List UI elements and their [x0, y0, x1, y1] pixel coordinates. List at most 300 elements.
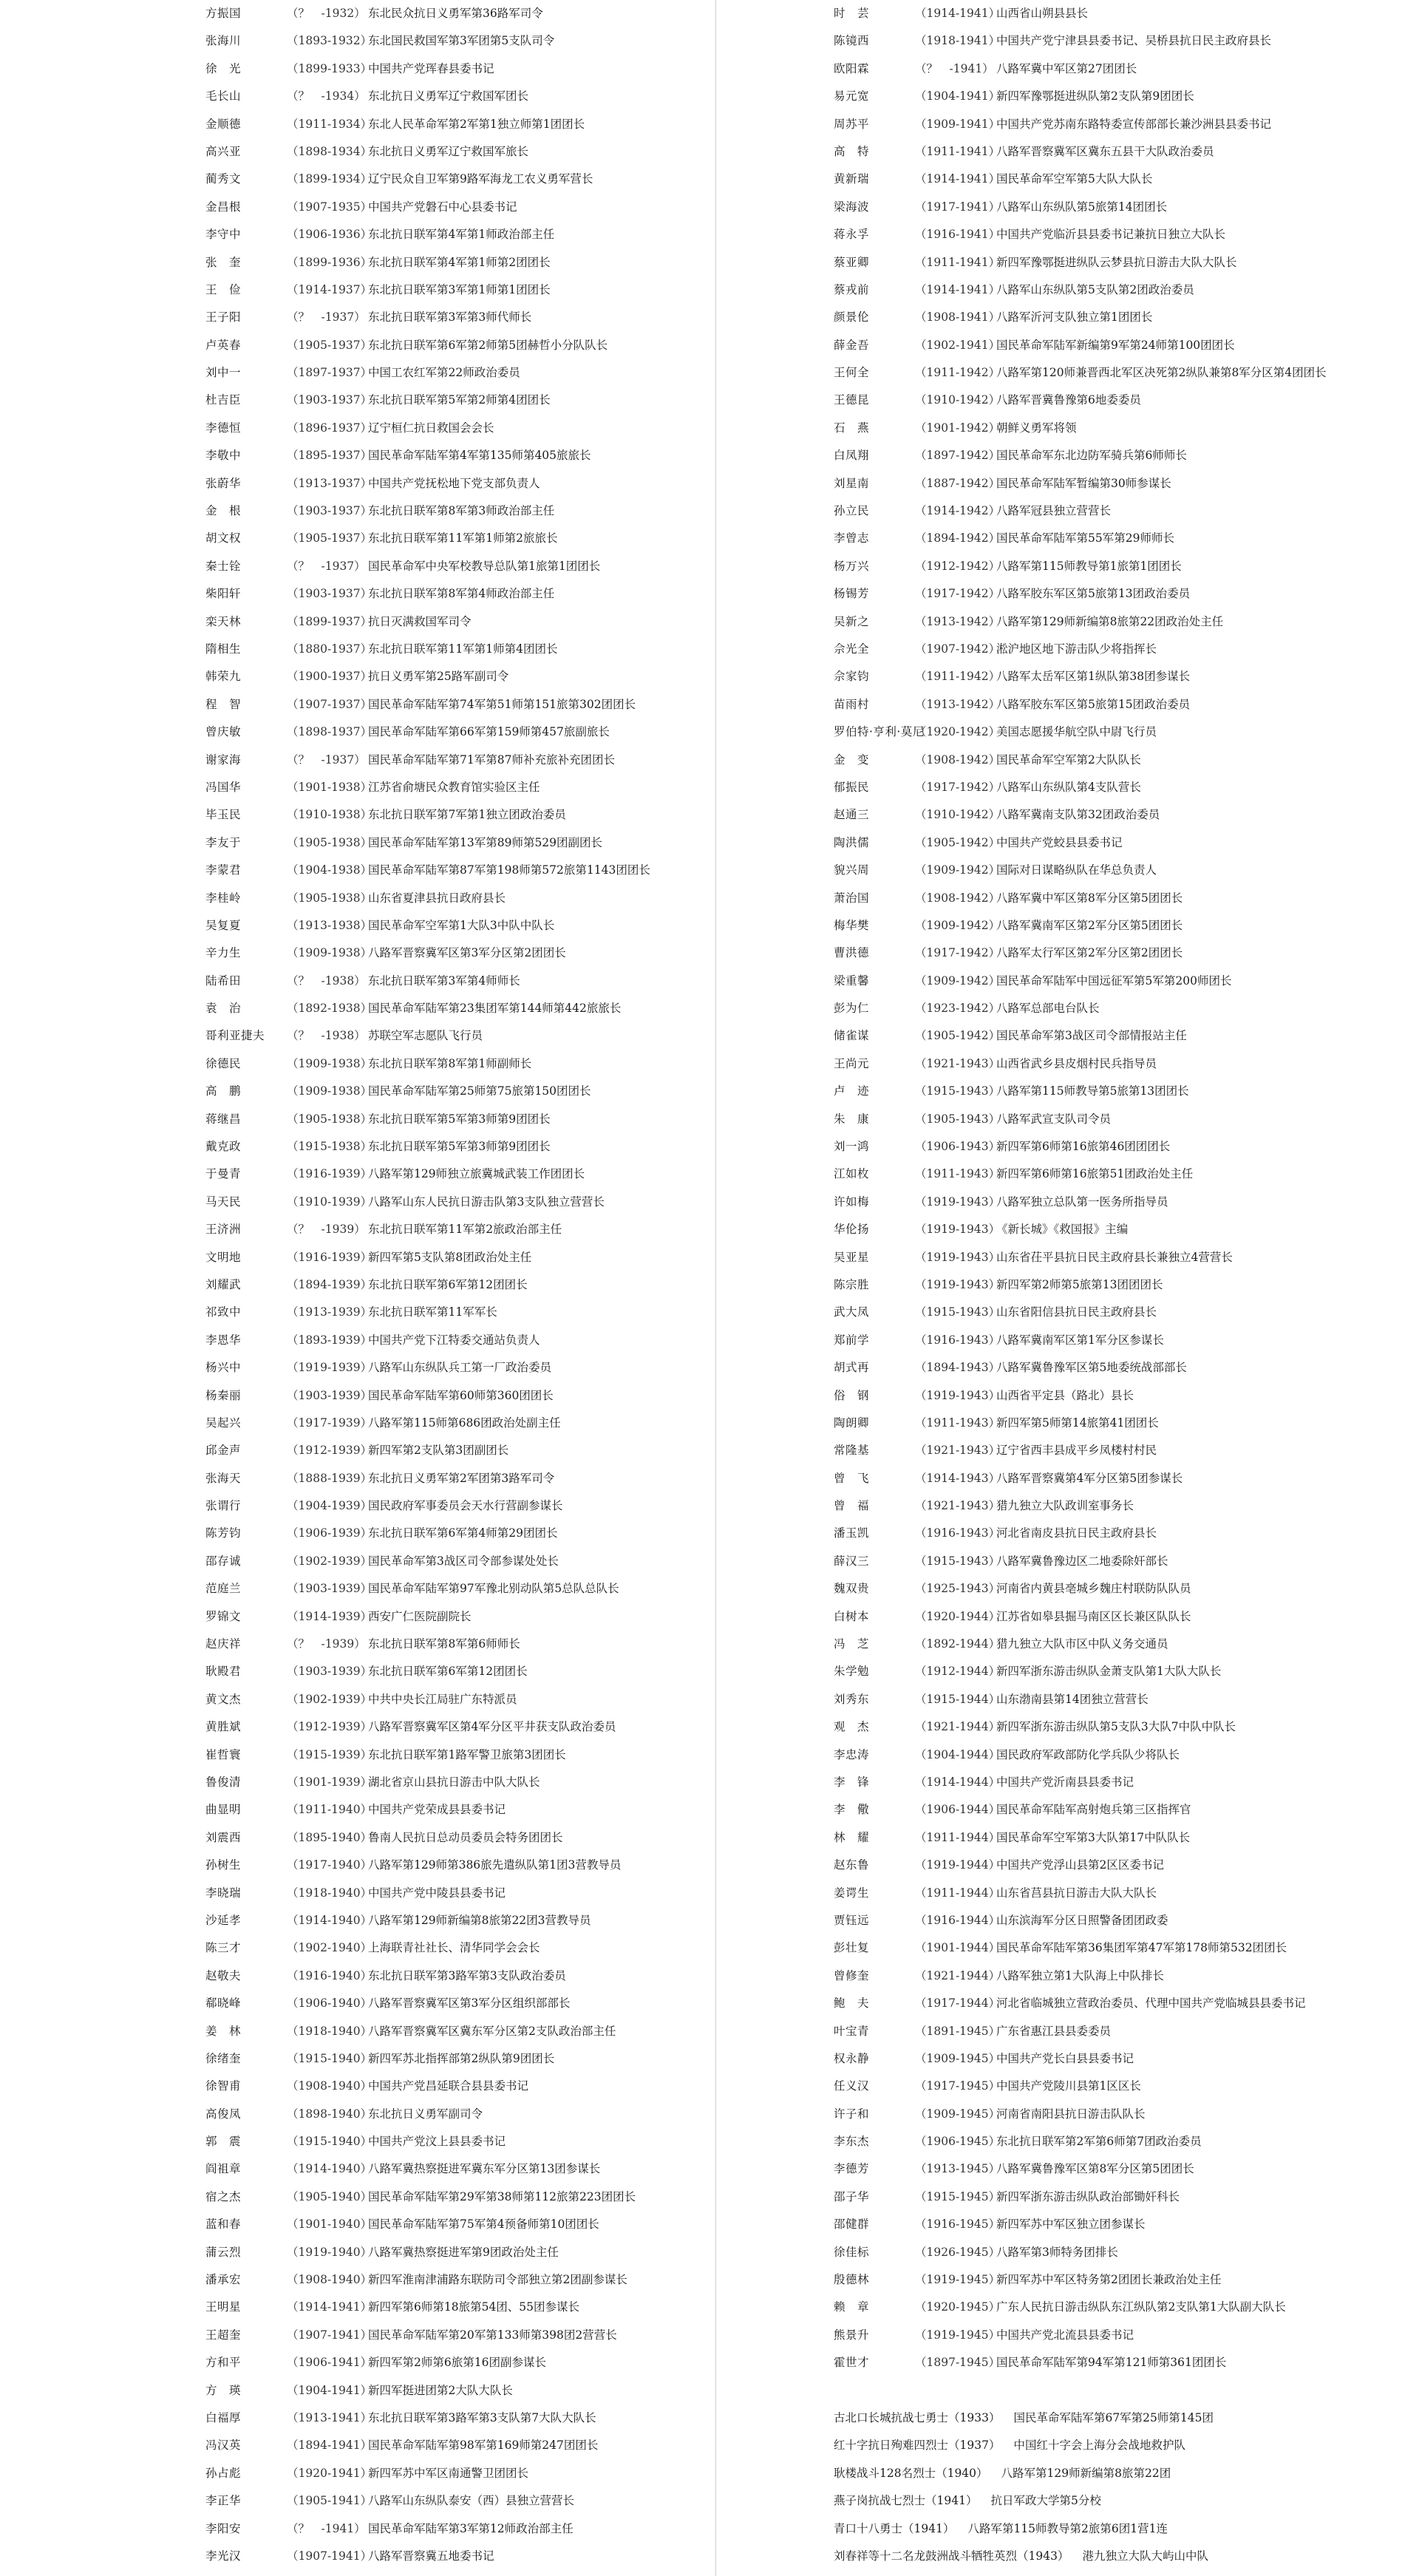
life-years: （1910-1939） — [287, 1194, 372, 1209]
life-years: （1907-1935） — [287, 200, 372, 214]
position-description: 国民革命军空军第3大队第17中队队长 — [996, 1830, 1191, 1844]
memorial-group-title: 燕子岗抗战七烈士（1941） — [834, 2494, 978, 2508]
position-description: 河北省临城独立营政治委员、代理中国共产党临城县县委书记 — [996, 1996, 1306, 2011]
life-years: （1913-1942） — [915, 614, 1001, 628]
life-years: （1902-1940） — [287, 1941, 372, 1955]
name-list-entry — [834, 1244, 1395, 1271]
life-years: （1909-1938） — [287, 1084, 372, 1098]
person-name: 赵敬夫 — [205, 1968, 242, 1982]
name-list-entry — [834, 470, 1395, 497]
position-description: 东北抗日义勇军辽宁救国军旅长 — [368, 144, 529, 158]
name-list-entry — [205, 885, 708, 912]
position-description: 八路军冀鲁豫军区第5地委统战部部长 — [996, 1361, 1187, 1375]
position-description: 东北抗日联军第3军第3师代师长 — [368, 310, 532, 324]
position-description: 中国共产党抚松地下党支部负责人 — [368, 476, 540, 490]
life-years: （1911-1942） — [915, 366, 1001, 380]
person-name: 吴起兴 — [205, 1416, 242, 1430]
person-name: 李恩华 — [205, 1333, 242, 1347]
person-name: 卢 迹 — [834, 1084, 870, 1098]
person-name: 徐佳标 — [834, 2245, 870, 2259]
name-list-entry — [205, 2322, 708, 2349]
position-description: 八路军晋察冀军区冀东五县干大队政治委员 — [996, 144, 1214, 158]
position-description: 抗日灭满救国军司令 — [368, 614, 472, 628]
position-description: 八路军冀中军区第8军分区第5团团长 — [996, 891, 1183, 905]
position-description: 山西省山朔县县长 — [996, 7, 1089, 20]
life-years: （1925-1943） — [915, 1582, 1001, 1596]
person-name: 观 杰 — [834, 1720, 870, 1734]
position-description: 中国共产党下江特委交通站负责人 — [368, 1333, 540, 1347]
position-description: 八路军独立第1大队海上中队排长 — [996, 1968, 1164, 1982]
person-name: 俗 钢 — [834, 1388, 870, 1402]
life-years: （1909-1945） — [915, 2051, 1001, 2065]
person-name: 吴新之 — [834, 614, 870, 628]
person-name: 袁 治 — [205, 1002, 242, 1016]
life-years: （1914-1939） — [287, 1609, 372, 1623]
life-years: （1912-1944） — [915, 1665, 1001, 1679]
position-description: 新四军浙东游击纵队第5支队3大队7中队中队长 — [996, 1720, 1236, 1734]
life-years: （1902-1939） — [287, 1554, 372, 1568]
name-list-entry — [205, 442, 708, 469]
life-years: （1905-1937） — [287, 531, 372, 546]
person-name: 邱金声 — [205, 1444, 242, 1458]
life-years: （1892-1944） — [915, 1637, 1001, 1651]
person-name: 曾庆敏 — [205, 725, 242, 739]
person-name: 文明地 — [205, 1250, 242, 1264]
life-years: （1910-1942） — [915, 393, 1001, 407]
name-list-entry — [834, 1824, 1395, 1852]
position-description: 山东滨海军分区日照警备团团政委 — [996, 1913, 1168, 1927]
person-name: 王尚元 — [834, 1056, 870, 1070]
name-list-entry — [834, 1575, 1395, 1603]
life-years: （1909-1942） — [915, 918, 1001, 932]
life-years: （1911-1941） — [915, 144, 1001, 158]
life-years: （1911-1944） — [915, 1830, 1001, 1844]
person-name: 曾修奎 — [834, 1968, 870, 1982]
position-description: 中国工农红军第22师政治委员 — [368, 366, 520, 380]
life-years: （1907-1942） — [915, 642, 1001, 656]
name-list-entry — [205, 553, 708, 580]
life-years: （1912-1939） — [287, 1444, 372, 1458]
memorial-group-entry — [834, 2487, 1395, 2515]
position-description: 八路军山东纵队第5支队第2团政治委员 — [996, 282, 1194, 296]
position-description: 新四军第2师第6旅第16团副参谋长 — [368, 2356, 546, 2370]
life-years: （1903-1937） — [287, 504, 372, 518]
life-years: （1898-1934） — [287, 144, 372, 158]
name-list-entry — [834, 2211, 1395, 2238]
name-list-entry — [834, 1962, 1395, 1990]
position-description: 国民革命军陆军第94军第121师第361团团长 — [996, 2356, 1227, 2370]
position-description: 美国志愿援华航空队中尉飞行员 — [996, 725, 1157, 739]
position-description: 八路军太岳军区第1纵队第38团参谋长 — [996, 670, 1191, 684]
position-description: 《新长城》《救国报》主编 — [996, 1223, 1129, 1237]
person-name: 祁致中 — [205, 1305, 242, 1319]
life-years: （1909-1938） — [287, 1056, 372, 1070]
life-years: （1900-1937） — [287, 670, 372, 684]
name-list-entry — [205, 83, 708, 110]
position-description: 中共中央长江局驻广东特派员 — [368, 1692, 517, 1706]
name-list-entry — [834, 1603, 1395, 1631]
position-description: 八路军冀南支队第32团政治委员 — [996, 808, 1160, 822]
position-description: 山东省莒县抗日游击大队大队长 — [996, 1886, 1157, 1900]
name-list-entry — [834, 1907, 1395, 1934]
life-years: （1905-1942） — [915, 1029, 1001, 1043]
name-list-entry — [205, 636, 708, 663]
person-name: 曹洪德 — [834, 946, 870, 960]
person-name: 贾钰远 — [834, 1913, 870, 1927]
life-years: （1901-1938） — [287, 780, 372, 794]
person-name: 石 燕 — [834, 421, 870, 435]
life-years: （1896-1937） — [287, 421, 372, 435]
name-list-entry — [205, 1962, 708, 1990]
name-list-entry — [834, 387, 1395, 414]
person-name: 黄胜斌 — [205, 1720, 242, 1734]
life-years: （？ -1939） — [287, 1223, 366, 1237]
position-description: 新四军第2师第5旅第13团团团长 — [996, 1277, 1163, 1291]
person-name: 薛汉三 — [834, 1554, 870, 1568]
name-list-entry — [205, 1299, 708, 1326]
position-description: 东北抗日联军第8军第3师政治部主任 — [368, 504, 555, 518]
name-list-entry — [205, 2045, 708, 2073]
name-list-entry — [834, 2128, 1395, 2155]
name-list-entry — [834, 497, 1395, 525]
name-list-entry — [834, 801, 1395, 829]
memorial-group-title: 古北口长城抗战七勇士（1933） — [834, 2410, 1001, 2424]
name-list-entry — [205, 1741, 708, 1769]
life-years: （1914-1941） — [915, 282, 1001, 296]
position-description: 国民革命军陆军第3军第12师政治部主任 — [368, 2521, 574, 2535]
life-years: （1915-1940） — [287, 2051, 372, 2065]
person-name: 叶宝青 — [834, 2024, 870, 2038]
person-name: 陆希田 — [205, 973, 242, 988]
life-years: （1906-1944） — [915, 1803, 1001, 1817]
life-years: （1899-1937） — [287, 614, 372, 628]
position-description: 中国共产党中陵县县委书记 — [368, 1886, 506, 1900]
person-name: 梁海波 — [834, 200, 870, 214]
memorial-group-unit: 八路军第115师教导第2旅第6团1营1连 — [967, 2521, 1168, 2535]
name-list-entry — [205, 166, 708, 193]
position-description: 新四军苏北指挥部第2纵队第9团团长 — [368, 2051, 555, 2065]
position-description: 辽宁民众自卫军第9路军海龙工农义勇军营长 — [368, 172, 593, 186]
life-years: （1920-1944） — [915, 1609, 1001, 1623]
name-list-entry — [205, 497, 708, 525]
position-description: 新四军第2支队第3团副团长 — [368, 1444, 509, 1458]
position-description: 东北抗日联军第5军第3师第9团团长 — [368, 1112, 551, 1126]
life-years: （1919-1943） — [915, 1388, 1001, 1402]
position-description: 新四军豫鄂挺进纵队云梦县抗日游击大队大队长 — [996, 255, 1237, 269]
name-list-entry — [834, 221, 1395, 248]
life-years: （1917-1942） — [915, 946, 1001, 960]
life-years: （1901-1942） — [915, 421, 1001, 435]
name-list-entry — [834, 1713, 1395, 1741]
life-years: （1908-1942） — [915, 752, 1001, 767]
life-years: （1919-1943） — [915, 1223, 1001, 1237]
person-name: 常隆基 — [834, 1444, 870, 1458]
name-list-entry — [205, 2487, 708, 2515]
name-list-entry — [834, 553, 1395, 580]
position-description: 东北抗日联军第4军第1师第2团团长 — [368, 255, 551, 269]
life-years: （1911-1944） — [915, 1886, 1001, 1900]
right-name-column — [834, 0, 1395, 2570]
person-name: 李东杰 — [834, 2135, 870, 2149]
position-description: 中国共产党苏南东路特委宣传部部长兼沙洲县县委书记 — [996, 117, 1272, 131]
person-name: 孙树生 — [205, 1858, 242, 1872]
name-list-entry — [205, 1686, 708, 1713]
name-list-entry — [205, 111, 708, 138]
person-name: 林 耀 — [834, 1830, 870, 1844]
position-description: 东北抗日联军第3路军第3支队第7大队大队长 — [368, 2410, 596, 2424]
person-name: 熊景升 — [834, 2328, 870, 2342]
name-list-entry — [834, 1106, 1395, 1133]
position-description: 中国共产党宁津县县委书记、吴桥县抗日民主政府县长 — [996, 34, 1272, 48]
position-description: 江苏省俞塘民众教育馆实验区主任 — [368, 780, 540, 794]
person-name: 武大凤 — [834, 1305, 870, 1319]
person-name: 陈镜西 — [834, 34, 870, 48]
position-description: 苏联空军志愿队飞行员 — [368, 1029, 483, 1043]
name-list-entry — [834, 2322, 1395, 2349]
name-list-entry — [834, 939, 1395, 967]
person-name: 貌兴周 — [834, 863, 870, 877]
position-description: 新四军苏中军区独立团参谋长 — [996, 2218, 1146, 2232]
person-name: 黄文杰 — [205, 1692, 242, 1706]
person-name: 孙占彪 — [205, 2466, 242, 2480]
position-description: 八路军第115师教导第1旅第1团团长 — [996, 559, 1182, 573]
name-list-entry — [834, 1686, 1395, 1713]
position-description: 东北抗日联军第11军第1师第4团团长 — [368, 642, 558, 656]
name-list-entry — [205, 747, 708, 774]
life-years: （1905-1943） — [915, 1112, 1001, 1126]
memorial-group-unit: 国民革命军陆军第67军第25师第145团 — [1013, 2410, 1214, 2424]
position-description: 淞沪地区地下游击队少将指挥长 — [996, 642, 1157, 656]
life-years: （1916-1939） — [287, 1250, 372, 1264]
name-list-entry — [834, 2294, 1395, 2321]
person-name: 蒋继昌 — [205, 1112, 242, 1126]
name-list-entry — [205, 1160, 708, 1188]
life-years: （1920-1941） — [287, 2466, 372, 2480]
name-list-entry — [834, 2073, 1395, 2100]
memorial-group-entry — [834, 2432, 1395, 2459]
name-list-entry — [834, 1437, 1395, 1464]
position-description: 国民革命军陆军第25师第75旅第150团团长 — [368, 1084, 591, 1098]
life-years: （1914-1940） — [287, 2162, 372, 2176]
memorial-group-title: 刘春祥等十二名龙鼓洲战斗牺牲英烈（1943） — [834, 2549, 1069, 2563]
person-name: 萧治国 — [834, 891, 870, 905]
name-list-entry — [205, 1852, 708, 1879]
position-description: 八路军第120师兼晋西北军区决死第2纵队兼第8军分区第4团团长 — [996, 366, 1327, 380]
position-description: 八路军太行军区第2军分区第2团团长 — [996, 946, 1183, 960]
name-list-entry — [834, 1548, 1395, 1575]
life-years: （？ -1938） — [287, 1029, 366, 1043]
life-years: （1919-1945） — [915, 2328, 1001, 2342]
person-name: 郑前学 — [834, 1333, 870, 1347]
position-description: 中国共产党长白县县委书记 — [996, 2051, 1134, 2065]
memorial-group-entry — [834, 2543, 1395, 2570]
name-list-entry — [834, 332, 1395, 359]
position-description: 新四军浙东游击纵队金萧支队第1大队大队长 — [996, 1665, 1222, 1679]
person-name: 李 儆 — [834, 1803, 870, 1817]
name-list-entry — [834, 1880, 1395, 1907]
name-list-entry — [205, 1078, 708, 1105]
life-years: （1906-1940） — [287, 1996, 372, 2011]
life-years: （1919-1943） — [915, 1250, 1001, 1264]
life-years: （1919-1939） — [287, 1361, 372, 1375]
person-name: 于曼青 — [205, 1167, 242, 1181]
life-years: （1914-1941） — [915, 7, 1001, 20]
name-list-entry — [205, 1271, 708, 1299]
life-years: （1906-1945） — [915, 2135, 1001, 2149]
name-list-entry — [834, 885, 1395, 912]
name-list-entry — [205, 829, 708, 857]
memorial-group-entry — [834, 2405, 1395, 2432]
person-name: 储雀谋 — [834, 1029, 870, 1043]
position-description: 八路军武宣支队司令员 — [996, 1112, 1112, 1126]
position-description: 八路军冀鲁豫军区第8军分区第5团团长 — [996, 2162, 1194, 2176]
position-description: 国民革命军陆军第20军第133师第398团2营营长 — [368, 2328, 617, 2342]
name-list-entry — [205, 1575, 708, 1603]
name-list-entry — [205, 1327, 708, 1354]
position-description: 八路军总部电台队长 — [996, 1002, 1100, 1016]
position-description: 八路军冀热察挺进军第9团政治处主任 — [368, 2245, 559, 2259]
person-name: 毛长山 — [205, 89, 242, 103]
life-years: （1901-1940） — [287, 2218, 372, 2232]
position-description: 新四军浙东游击纵队政治部锄奸科长 — [996, 2189, 1180, 2203]
life-years: （1904-1941） — [915, 89, 1001, 103]
person-name: 白树本 — [834, 1609, 870, 1623]
life-years: （1915-1943） — [915, 1084, 1001, 1098]
position-description: 河北省南皮县抗日民主政府县长 — [996, 1526, 1157, 1540]
person-name: 张海天 — [205, 1471, 242, 1485]
life-years: （1899-1936） — [287, 255, 372, 269]
life-years: （1910-1942） — [915, 808, 1001, 822]
person-name: 金昌根 — [205, 200, 242, 214]
person-name: 耿殿君 — [205, 1665, 242, 1679]
position-description: 国民革命军陆军第36集团军第47军第178师第532团团长 — [996, 1941, 1287, 1955]
life-years: （1903-1937） — [287, 587, 372, 601]
memorial-group-title: 耿楼战斗128名烈士（1940） — [834, 2466, 988, 2480]
life-years: （1907-1941） — [287, 2328, 372, 2342]
name-list-entry — [834, 442, 1395, 469]
name-list-entry — [834, 525, 1395, 552]
life-years: （1898-1940） — [287, 2107, 372, 2121]
person-name: 胡式再 — [834, 1361, 870, 1375]
position-description: 八路军晋冀鲁豫第6地委委员 — [996, 393, 1141, 407]
person-name: 赵通三 — [834, 808, 870, 822]
person-name: 姜 林 — [205, 2024, 242, 2038]
position-description: 国民革命军陆军新编第9军第24师第100团团长 — [996, 338, 1235, 352]
name-list-entry — [834, 2155, 1395, 2183]
position-description: 八路军晋察冀军区第3军分区第2团团长 — [368, 946, 566, 960]
name-list-entry — [205, 2405, 708, 2432]
position-description: 八路军独立总队第一医务所指导员 — [996, 1194, 1168, 1209]
position-description: 国民革命军陆军第4军第135师第405旅旅长 — [368, 449, 591, 463]
life-years: （1902-1941） — [915, 338, 1001, 352]
name-list-entry — [205, 1050, 708, 1078]
name-list-entry — [834, 1520, 1395, 1547]
name-list-entry — [205, 2184, 708, 2211]
position-description: 八路军胶东军区第5旅第13团政治委员 — [996, 587, 1191, 601]
life-years: （1914-1937） — [287, 282, 372, 296]
life-years: （1905-1940） — [287, 2189, 372, 2203]
life-years: （1908-1941） — [915, 310, 1001, 324]
position-description: 新四军苏中军区特务第2团团长兼政治处主任 — [996, 2273, 1222, 2287]
position-description: 八路军冀鲁豫边区二地委除奸部长 — [996, 1554, 1168, 1568]
person-name: 李晓瑞 — [205, 1886, 242, 1900]
position-description: 新四军第6师第16旅第51团政治处主任 — [996, 1167, 1194, 1181]
position-description: 中国共产党昌延联合县县委书记 — [368, 2079, 529, 2093]
name-list-entry — [834, 249, 1395, 276]
position-description: 八路军第129师新编第8旅第22团政治处主任 — [996, 614, 1224, 628]
position-description: 东北抗日义勇军第2军团第3路军司令 — [368, 1471, 555, 1485]
life-years: （1915-1943） — [915, 1554, 1001, 1568]
person-name: 黄新瑞 — [834, 172, 870, 186]
life-years: （1908-1940） — [287, 2273, 372, 2287]
name-list-entry — [834, 968, 1395, 995]
person-name: 白福厚 — [205, 2410, 242, 2424]
person-name: 王何全 — [834, 366, 870, 380]
name-list-entry — [205, 2073, 708, 2100]
life-years: （？ -1937） — [287, 310, 366, 324]
name-list-entry — [205, 1410, 708, 1437]
person-name: 蔡亚卿 — [834, 255, 870, 269]
section-gap — [834, 2377, 1395, 2405]
position-description: 中国共产党浮山县第2区区委书记 — [996, 1858, 1164, 1872]
person-name: 高 鹏 — [205, 1084, 242, 1098]
name-list-entry — [834, 1327, 1395, 1354]
person-name: 辛力生 — [205, 946, 242, 960]
name-list-entry — [205, 774, 708, 801]
person-name: 冯 芝 — [834, 1637, 870, 1651]
name-list-entry — [205, 857, 708, 884]
name-list-entry — [834, 1796, 1395, 1824]
position-description: 国民革命军东北边防军骑兵第6师师长 — [996, 449, 1187, 463]
person-name: 王子阳 — [205, 310, 242, 324]
name-list-entry — [834, 1631, 1395, 1658]
life-years: （1915-1938） — [287, 1140, 372, 1154]
position-description: 新四军苏中军区南通警卫团团长 — [368, 2466, 529, 2480]
life-years: （1906-1943） — [915, 1140, 1001, 1154]
person-name: 范庭兰 — [205, 1582, 242, 1596]
person-name: 方振国 — [205, 7, 242, 20]
person-name: 邵子华 — [834, 2189, 870, 2203]
person-name: 宿之杰 — [205, 2189, 242, 2203]
person-name: 王明星 — [205, 2300, 242, 2314]
person-name: 罗伯特·亨利·莫尼 — [834, 725, 925, 739]
person-name: 张海川 — [205, 34, 242, 48]
name-list-entry — [205, 1548, 708, 1575]
life-years: （1909-1945） — [915, 2107, 1001, 2121]
person-name: 栾天林 — [205, 614, 242, 628]
person-name: 方 瑛 — [205, 2383, 242, 2397]
person-name: 郁振民 — [834, 780, 870, 794]
person-name: 高 特 — [834, 144, 870, 158]
memorial-group-unit: 港九独立大队大屿山中队 — [1082, 2549, 1208, 2563]
position-description: 河南省南阳县抗日游击队队长 — [996, 2107, 1146, 2121]
name-list-entry — [205, 2101, 708, 2128]
person-name: 哥利亚捷夫 — [205, 1029, 265, 1043]
memorial-group-entry — [834, 2515, 1395, 2543]
life-years: （1912-1942） — [915, 559, 1001, 573]
person-name: 欧阳霖 — [834, 61, 870, 75]
position-description: 东北抗日联军第11军第1师第2旅旅长 — [368, 531, 558, 546]
person-name: 李友于 — [205, 835, 242, 849]
person-name: 鲁俊清 — [205, 1775, 242, 1789]
position-description: 猎九独立大队政训室事务长 — [996, 1499, 1134, 1513]
position-description: 东北抗日联军第5军第2师第4团团长 — [368, 393, 551, 407]
name-list-entry — [834, 718, 1395, 746]
person-name: 陶洪儒 — [834, 835, 870, 849]
person-name: 崔哲寰 — [205, 1747, 242, 1761]
life-years: （1911-1940） — [287, 1803, 372, 1817]
life-years: （1894-1941） — [287, 2439, 372, 2453]
